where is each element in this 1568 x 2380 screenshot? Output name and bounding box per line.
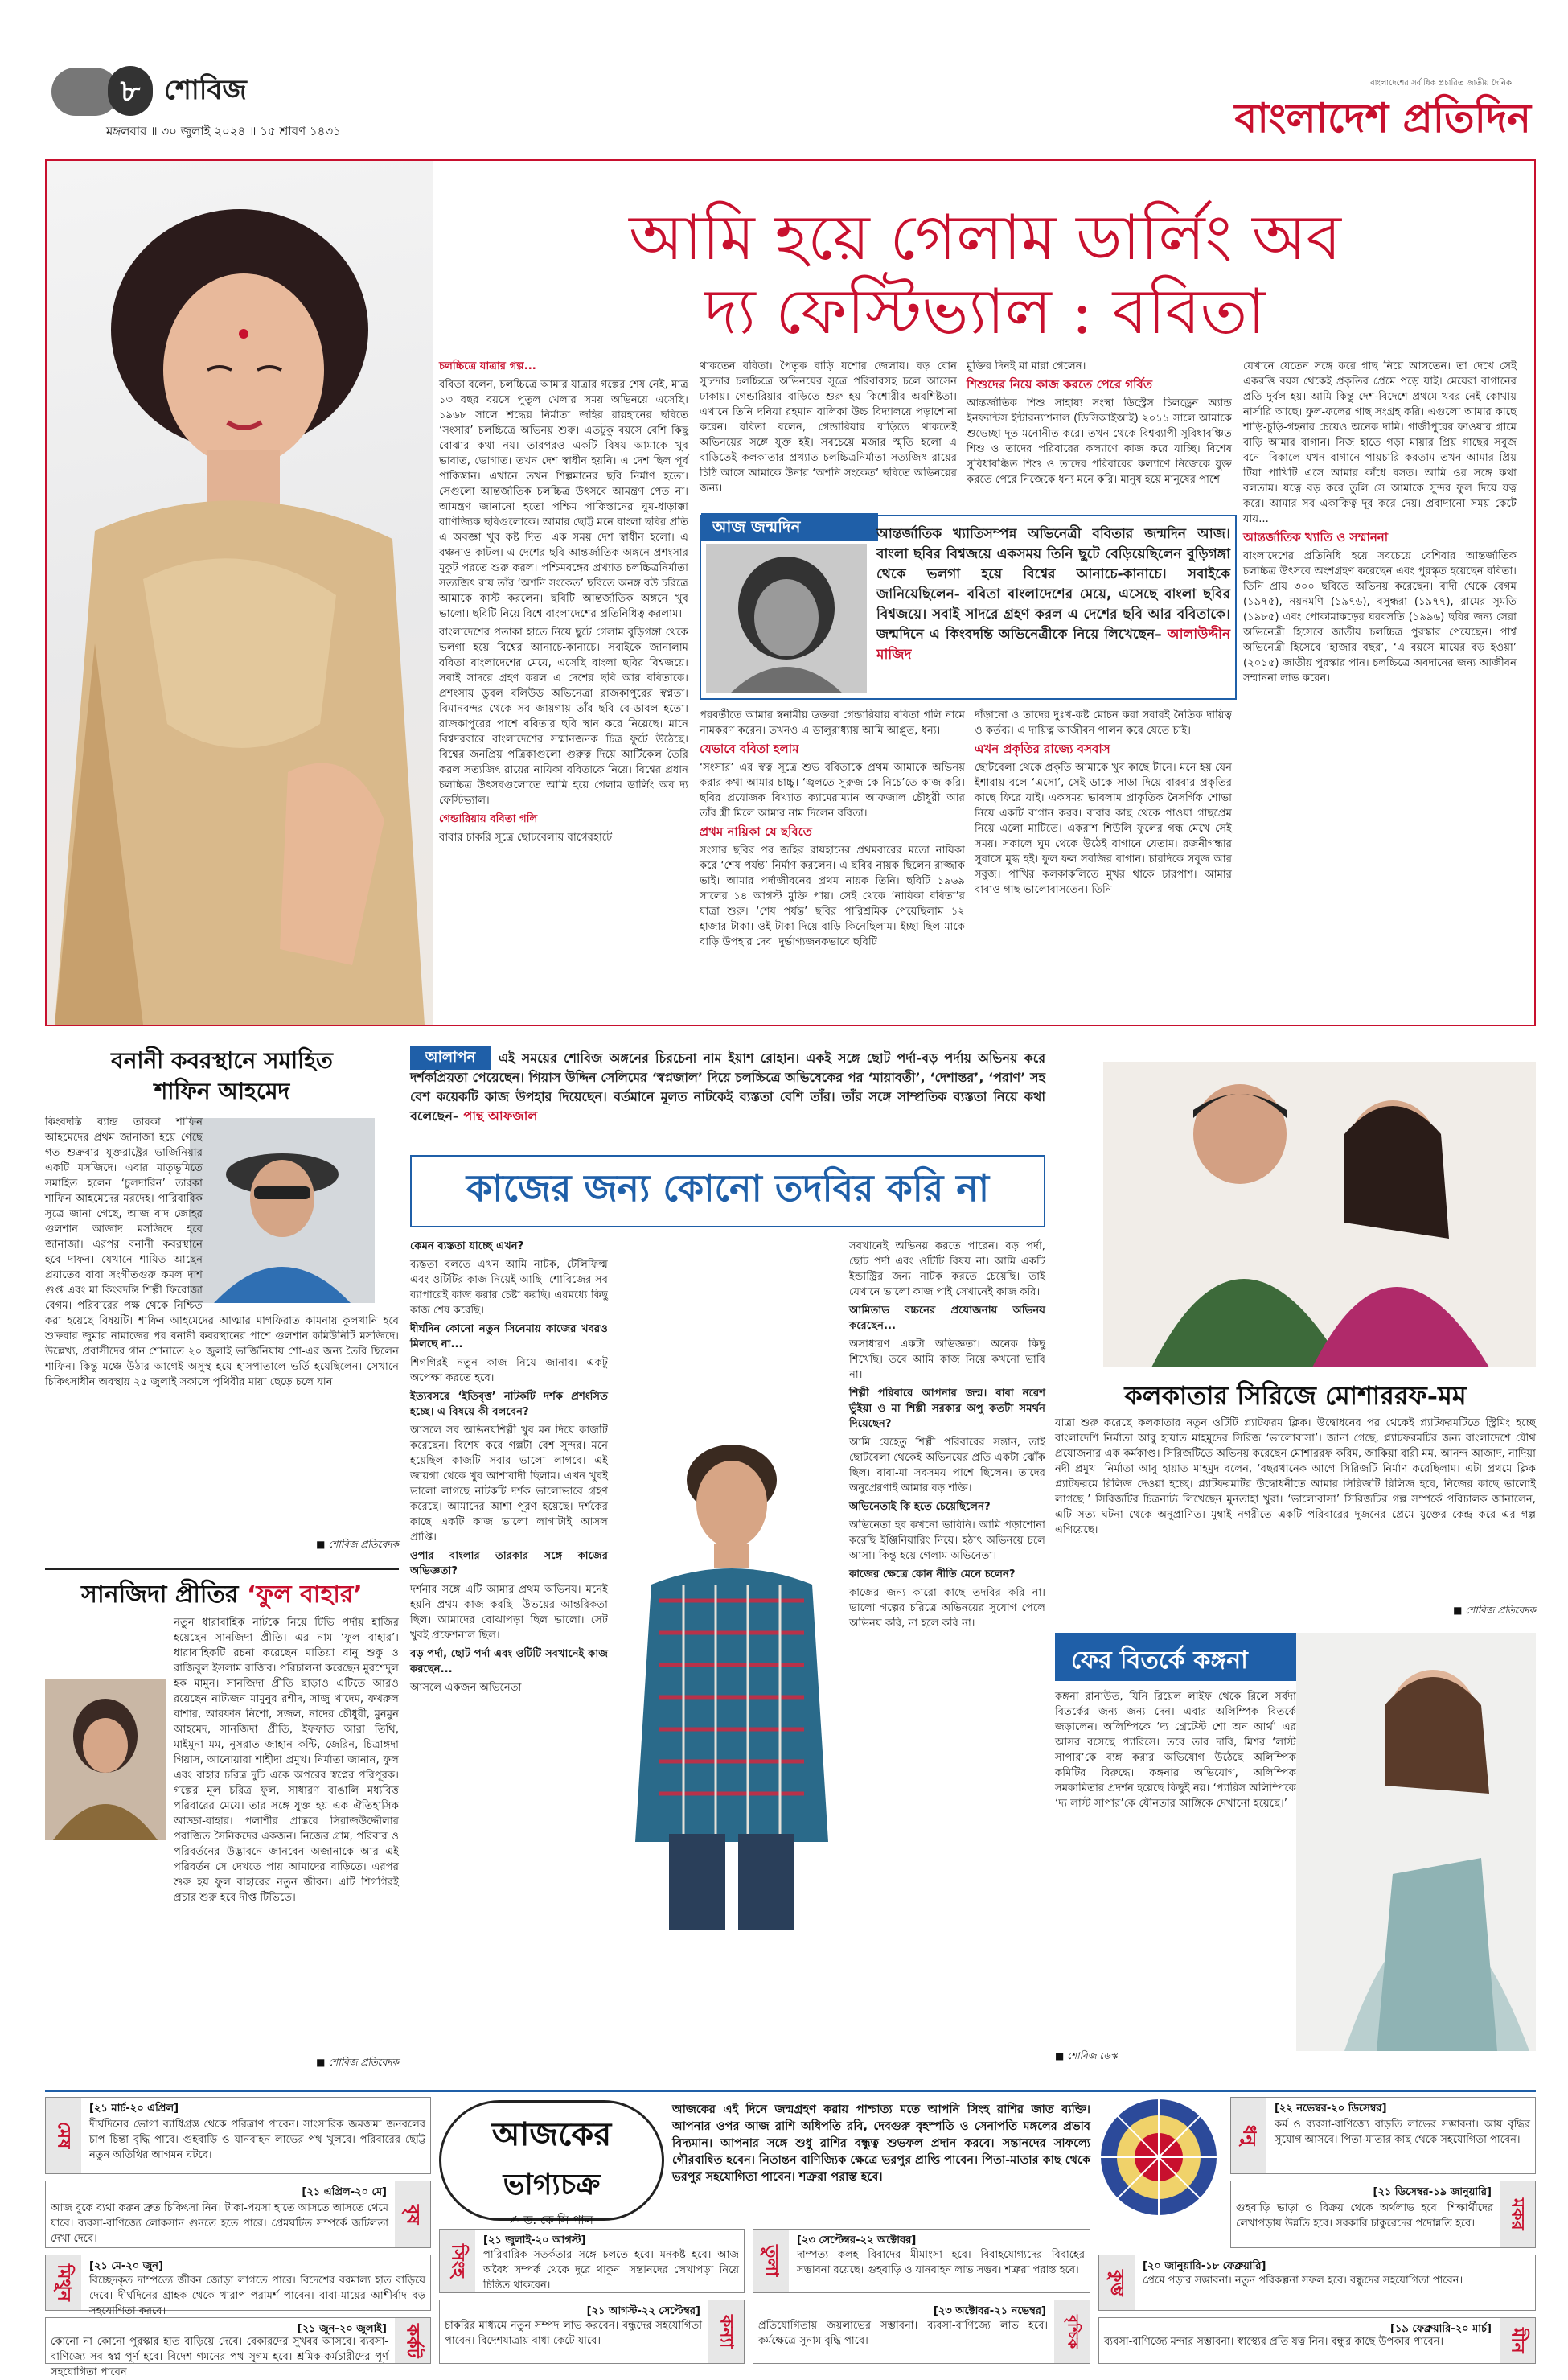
banani-body bbox=[45, 1115, 399, 1533]
horoscope-section bbox=[45, 2090, 1536, 2378]
sign-brishchik-date: [২৩ অক্টোবর-২১ নভেম্বর] bbox=[933, 2305, 1046, 2317]
mosharraf-mom-photo bbox=[1103, 1062, 1536, 1367]
bobita-young-photo bbox=[706, 544, 867, 693]
interview-a1: ব্যস্ততা বলতে এখন আমি নাটক, টেলিফিল্ম এবং ওটিটির কাজ নিয়েই আছি। শোবিজের সব ব্যাপারেই কাজ করার চেষ্টা করছি। এরমধ্যে কিছু কাজ শেষ করেছি। bbox=[410, 1259, 608, 1317]
lead-b2-para1: দাঁড়ানো ও তাদের দুঃখ-কষ্ট মোচন করা সবারই নৈতিক দায়িত্ব ও কর্তব্য। এ দায়িত্ব আজীবন পালন করে যেতে চাই। bbox=[975, 709, 1232, 737]
bobita-portrait bbox=[47, 161, 433, 1025]
banani-story bbox=[45, 1046, 399, 1560]
bobita-portrait-art bbox=[47, 161, 433, 1025]
sign-makar-text: গুহবাড়ি ভাড়া ও বিক্রয় থেকে অর্থলাভ হবে। শিক্ষার্থীদের লেখাপড়ায় উন্নতি হবে। সরকারি চাকুরেদের পদোন্নতি হবে। bbox=[1236, 2202, 1493, 2230]
sign-makar bbox=[1230, 2181, 1536, 2248]
interview-q2: দীর্ঘদিন কোনো নতুন সিনেমায় কাজের খবরও মিলছে না... bbox=[410, 1323, 608, 1350]
kolkata-body: যাত্রা শুরু করেছে কলকাতার নতুন ওটিটি প্ল্যাটফরম ক্লিক। উদ্বোধনের পর থেকেই প্ল্যাটফরমটিতে স্ট্রিমিং হচ্ছে বাংলাদেশি নির্মাতা আবু হায়াত মাহমুদের সিরিজ ‘ভালোবাসা’। জানা গেছে, প্ল্যাটফরমটির জন্য বাংলাদেশে যৌথ প্রযোজনার এক কর্মকাণ্ড। সিরিজটিতে অভিনয় করেছেন মোশাররফ করিম, জাকিয়া বারী মম, আনন্দ আজাদ, নাদিয়া নদী প্রমুখ। নির্মাতা আবু হায়াত মাহমুদ বলেন, ‘বছরখানেক আগে সিরিজটি নির্মাণ করেছিলাম। এটা প্রথমে ক্লিক প্ল্যাটফরমে রিলিজ দেওয়া হচ্ছে। প্ল্যাটফরমটির উদ্বোধনীতে আমার সিরিজটি রিলিজ হবে, নিজের কাছে ভালোই লাগছে।’ সিরিজটির চিত্রনাট্য লিখেছেন মুনতাহা খুরা। ‘ভালোবাসা’ সিরিজটির গল্প সম্পর্কে পরিচালক জানালেন, এটি সত্য ঘটনা থেকে অনুপ্রাণিত। মুম্বাই নগরীতে একটি পরিবারের দুজনের প্রেমে যুক্তের কেন্দ্র করে এর গল্প এগিয়েছে। bbox=[1055, 1417, 1536, 1536]
sign-kanya-text: চাকরির মাধ্যমে নতুন সম্পদ লাভ করবেন। বন্ধুদের সহযোগিতা পাবেন। বিদেশযাত্রায় বাধা কেটে যাবে। bbox=[445, 2320, 702, 2347]
interview-a2: শিগগিরই নতুন কাজ নিয়ে জানাব। একটু অপেক্ষা করতে হবে। bbox=[410, 1357, 608, 1384]
sign-kanya bbox=[439, 2300, 745, 2364]
interview-headline-box bbox=[410, 1155, 1045, 1227]
interview-q3: ইত্যবসরে ‘ইতিবৃত্ত’ নাটকটি দর্শক প্রশংসিত হচ্ছে। এ বিষয়ে কী বলবেন? bbox=[410, 1391, 608, 1418]
lead-col2-para1: থাকতেন ববিতা। পৈতৃক বাড়ি যশোর জেলায়। বড় বোন সুচন্দার চলচ্চিত্রে অভিনয়ের সূত্রে পরিবারসহ চলে আসেন ঢাকায়। গেন্ডারিয়ার বাড়িতে শুরু হয় কিশোরীর অবশিষ্টতা। এখানে তিনি দনিয়া রহমান বালিকা উচ্চ বিদ্যালয়ে পড়াশোনা করেন। ববিতা বলেন, গেন্ডারিয়ার বাড়িতে থাকতেই অভিনয়ের সঙ্গে যুক্ত হই। সবচেয়ে মজার স্মৃতি হলো এ বাড়িতেই কলকাতার প্রখ্যাত চলচ্চিত্রনির্মাতা সত্যজিৎ রায়ের চিঠি আসে আমাকে উনার ‘অশনি সংকেত’ ছবিতে অভিনয়ের জন্য। bbox=[700, 360, 957, 495]
interview-c2-q3: অভিনেতাই কি হতে চেয়েছিলেন? bbox=[849, 1501, 991, 1513]
sign-kumbha-text: প্রেমে পড়ার সম্ভাবনা। নতুন পরিকল্পনা সফল হবে। বন্ধুদের সহযোগিতা পাবেন। bbox=[1143, 2275, 1463, 2287]
sign-mesh-date: [২১ মার্চ-২০ এপ্রিল] bbox=[89, 2103, 179, 2115]
interview-c2-a2: অসাধারণ একটা অভিজ্ঞতা। অনেক কিছু শিখেছি। তবে আমি কাজ নিয়ে কখনো ভাবি না। bbox=[849, 1338, 1045, 1381]
sanjida-body bbox=[45, 1615, 399, 2056]
kolkata-credit: ■ শোবিজ প্রতিবেদক bbox=[1453, 1605, 1536, 1616]
horoscope-title-line1: আজকের bbox=[491, 2116, 612, 2153]
lead-b2-para2: ছোটবেলা থেকে প্রকৃতি আমাকে খুব কাছে টানে। মনে হয় যেন ইশারায় বলে ‘এসো’, সেই ডাকে সাড়া দিয়ে বারবার প্রকৃতির কাছে ফিরে যাই। একসময় ভাবলাম প্রাকৃতিক নৈসর্গিক শোভা নিয়ে একটি বাগান করব। বাবার কাছ থেকে পাওয়া গাছপ্রেম নিয়ে এলো মাটিতে। একরাশ শিউলি ফুলের গন্ধ মেখে সেই সময়। সকালে ঘুম থেকে উঠেই বাগানে যেতাম। রজনীগন্ধার সুবাসে মুগ্ধ হই। ফুল ফল সবজির বাগান। চারদিকে সবুজ আর সবুজ। পাখির কলকাকলিতে মুখর থাকে চারপাশ। আমার বাবাও গাছ ভালোবাসতেন। তিনি bbox=[975, 762, 1232, 896]
kangana-credit: ■ শোবিজ ডেস্ক bbox=[1055, 2050, 1118, 2061]
sign-brishchik bbox=[753, 2300, 1090, 2364]
zodiac-wheel-icon bbox=[1098, 2097, 1219, 2218]
lead-b2-sub1: এখন প্রকৃতির রাজ্যে বসবাস bbox=[975, 742, 1110, 756]
lead-col4-para2: বাংলাদেশের প্রতিনিধি হয়ে সবচেয়ে বেশিবার আন্তর্জাতিক চলচ্চিত্র উৎসবে অংশগ্রহণ করেছেন এবং পুরস্কৃত হয়েছেন ববিতা। তিনি প্রায় ৩০০ ছবিতে অভিনয় করেছেন। বাদী থেকে বেগম (১৯৭৫), নয়নমণি (১৯৭৬), বসুন্ধরা (১৯৭৭), রামের সুমতি (১৯৮৫) এবং পোকামাকড়ের ঘরবসতি (১৯৯৬) ছবির জন্য সেরা অভিনেত্রী হিসেবে জাতীয় চলচ্চিত্র পুরস্কার পেয়েছেন। পার্শ্ব অভিনেত্রী হিসেবে ‘হাজার বছর’, ‘এ বয়সে মায়ের বড় হওয়া’ (২০১৫) জাতীয় পুরস্কার পান। চলচ্চিত্রে অবদানের জন্য আজীবন সম্মাননা লাভ করেন। bbox=[1243, 550, 1517, 684]
kangana-photo bbox=[1296, 1633, 1536, 2051]
lead-col-b1 bbox=[700, 708, 965, 1018]
interview-intro-text: এই সময়ের শোবিজ অঙ্গনের চিরচেনা নাম ইয়াশ রোহান। একই সঙ্গে ছোট পর্দা-বড় পর্দায় অভিনয় করে দর্শকপ্রিয়তা পেয়েছেন। গিয়াস উদ্দিন সেলিমের ‘স্বপ্নজাল’ দিয়ে চলচ্চিত্রে অভিষেকের পর ‘মায়াবতী’, ‘দেশান্তর’, ‘পরাণ’ সহ বেশ কয়েকটি কাজ উপহার দিয়েছেন। বর্তমানে মূলত নাটকেই ব্যস্ততা বেশি তাঁর। তাঁর সঙ্গে সাম্প্রতিক ব্যস্ততা নিয়ে কথা বলেছেন– bbox=[410, 1050, 1045, 1124]
sign-meen bbox=[1098, 2317, 1536, 2364]
sign-mesh bbox=[45, 2097, 431, 2174]
lead-col1-para2: বাংলাদেশের পতাকা হাতে নিয়ে ছুটে গেলাম বুড়িগঙ্গা থেকে ভলগা হয়ে বিশ্বের আনাচে-কানাচে। সবাইকে জানালাম ববিতা বাংলাদেশের মেয়ে, এসেছি বাংলা ছবির বিশ্বজয়ে। সবাই সাদরে গ্রহণ করল এ দেশের ছবি আর ববিতাকে। প্রশংসায় ডুবল বলিউড অভিনেত্রা রাজকাপুরের স্বপ্নতা। বিমানবন্দর থেকে সব জায়গায় তাঁর ছবি বে-ডাবল হতো। রাজকাপুরের পাশে ববিতার ছবি স্থান করে নিয়েছে। মানে বিশ্বদরবারে বাংলাদেশের সম্মানজনক চিত্র ফুটে উঠেছে। বিশ্বের জনপ্রিয় পত্রিকাগুলো গুরুত্ব দিয়ে আর্টিকেল তৈরি করল সত্যজিৎ রায়ের নায়িকা ববিতাকে নিয়ে। বিশ্বের প্রধান চলচ্চিত্র উৎসবগুলোতে আমি হয়ে গেলাম ডার্লিং অব দ্য ফেস্টিভ্যাল। bbox=[439, 627, 688, 807]
lead-col-3 bbox=[967, 359, 1232, 520]
sign-dhanu-name: ধনু bbox=[1231, 2098, 1266, 2173]
interview-intro bbox=[410, 1049, 1045, 1126]
interview-q5: বড় পর্দা, ছোট পর্দা এবং ওটিটি সবখানেই কাজ করছেন... bbox=[410, 1648, 608, 1675]
lead-col-1 bbox=[439, 359, 688, 1018]
sign-makar-date: [২১ ডিসেম্বর-১৯ জানুয়ারি] bbox=[1373, 2186, 1492, 2198]
kangana-art bbox=[1296, 1633, 1536, 2051]
kolkata-story bbox=[1055, 1046, 1536, 1625]
lead-col1-para3: বাবার চাকরি সূত্রে ছোটবেলায় বাগেরহাটে bbox=[439, 832, 613, 844]
banani-credit: ■ শোবিজ প্রতিবেদক bbox=[316, 1539, 399, 1550]
lead-col3-sub1: শিশুদের নিয়ে কাজ করতে পেরে গর্বিত bbox=[967, 377, 1153, 392]
sign-brish bbox=[45, 2181, 431, 2248]
sanjida-headline-pre: সানজিদা প্রীতির bbox=[81, 1581, 239, 1609]
sanjida-headline bbox=[45, 1575, 399, 1616]
sign-singha-date: [২১ জুলাই-২০ আগস্ট] bbox=[483, 2234, 586, 2246]
sanjida-headline-hl: ‘ফুল বাহার’ bbox=[246, 1581, 363, 1609]
lead-headline bbox=[450, 201, 1520, 354]
sign-kanya-date: [২১ আগস্ট-২২ সেপ্টেম্বর] bbox=[586, 2305, 700, 2317]
sign-mithun-name: মিথুন bbox=[46, 2255, 81, 2310]
interview-c2-a5: কাজের জন্য কারো কাছে তদবির করি না। ভালো গল্পের চরিত্রে অভিনয়ের সুযোগ পেলে অভিনয় করি, না হলে করি না। bbox=[849, 1587, 1045, 1630]
banani-headline bbox=[45, 1046, 399, 1107]
sanjida-photo-spacer bbox=[45, 1679, 174, 1913]
masthead-name: বাংলাদেশ প্রতিদিন bbox=[1234, 94, 1531, 142]
lead-col1-sub1: চলচ্চিত্রে যাত্রার গল্প... bbox=[439, 360, 536, 372]
interview-tag: আলাপন bbox=[410, 1046, 491, 1070]
lead-col1-sub2: গেন্ডারিয়ায় ববিতা গলি bbox=[439, 813, 538, 825]
interview-c2-a3: আমি যেহেতু শিল্পী পরিবারের সন্তান, তাই ছোটবেলা থেকেই অভিনয়ের প্রতি একটা ঝোঁক ছিল। বাবা-মা সবসময় পাশে ছিলেন। তাদের অনুপ্রেরণাই আমার বড় শক্তি। bbox=[849, 1437, 1045, 1494]
sign-brish-text: আজ বুকে ব্যথা করুন দ্রুত চিকিৎসা নিন। টাকা-পয়সা হাতে আসতে আসতে থেমে যাবে। ব্যবসা-বাণিজ্যে লোকসান গুনতে হতে পারে। প্রেমঘটিত সম্পর্কে জটিলতা দেখা দেবে। bbox=[51, 2202, 388, 2245]
interview-q4: ওপার বাংলার তারকার সঙ্গে কাজের অভিজ্ঞতা? bbox=[410, 1550, 608, 1577]
interview-col-2 bbox=[849, 1239, 1045, 2067]
sign-karkat-name: কর্কট bbox=[395, 2318, 430, 2363]
sign-singha bbox=[439, 2229, 745, 2293]
birthday-box bbox=[700, 515, 1237, 700]
sign-kumbha bbox=[1098, 2255, 1536, 2311]
sign-kanya-name: কন্যা bbox=[708, 2300, 744, 2363]
banani-text: কিংবদন্তি ব্যান্ড তারকা শাফিন আহমেদের প্রথম জানাজা হয়ে গেছে গত শুক্রবার যুক্তরাষ্ট্রের ভার্জিনিয়ার একটি মসজিদে। এবার মাতৃভূমিতে সমাহিত হলেন ‘চুলদারিন’ তারকা শাফিন আহমেদের মরদেহ। পারিবারিক সূত্রে জানা গেছে, আজ বাদ জোহর গুলশান আজাদ মসজিদে হবে জানাজা। এরপর বনানী কবরস্থানে হবে দাফন। যেখানে শায়িত আছেন প্রয়াতের বাবা সংগীতগুরু কমল দাশ গুপ্ত এবং মা কিংবদন্তি শিল্পী ফিরোজা বেগম। পরিবারের পক্ষ থেকে নিশ্চিত করা হয়েছে বিষয়টি। শাফিন আহমেদের আত্মার মাগফিরাত কামনায় কুলখানি হবে শুক্রবার জুমার নামাজের পর বনানী কবরস্থানের পাশে গুলশান কমিউনিটি মসজিদে। উল্লেখ্য, প্রবাসীদের গান শোনাতে ২০ জুলাই ভার্জিনিয়ায় শো-এর জন্য তৈরি ছিলেন শাফিন। কিন্তু মঞ্চে উঠার আগেই অসুস্থ হয়ে হাসপাতালে ভর্তি হয়েছিলেন। সেখানে চিকিৎসাধীন অবস্থায় ২৫ জুলাই সকালে পৃথিবীর মায়া ছেড়ে চলে যান। bbox=[45, 1116, 399, 1388]
sign-tula bbox=[753, 2229, 1090, 2293]
sign-singha-text: পারিবারিক সতর্কতার সঙ্গে চলতে হবে। মনকষ্ট হবে। আজ অবৈধ সম্পর্ক থেকে দূরে থাকুন। সন্তানদের লেখাপড়া নিয়ে চিন্তিত থাকবেন। bbox=[483, 2249, 739, 2292]
horoscope-title-line2: ভাগ্যচক্র bbox=[503, 2168, 601, 2201]
sign-karkat-text: কোনো না কোনো পুরস্কার হাত বাড়িয়ে দেবে। বেকারদের সুখবর আসবে। ব্যবসা-বাণিজ্যে সব স্বপ্ন পূর্ণ হবে। বিদেশ গমনের পথ সুগম হবে। শ্রমিক-কর্মচারীদের পূর্ণ সহযোগিতা পাবেন। bbox=[51, 2336, 388, 2378]
sign-dhanu-date: [২২ নভেম্বর-২০ ডিসেম্বর] bbox=[1275, 2103, 1387, 2115]
kangana-story bbox=[1055, 1633, 1536, 2075]
sign-mesh-name: মেষ bbox=[46, 2098, 81, 2173]
lead-headline-line1: আমি হয়ে গেলাম ডার্লিং অব bbox=[629, 202, 1341, 274]
sign-karkat bbox=[45, 2317, 431, 2378]
interview-intro-box bbox=[410, 1046, 1045, 1150]
lead-col4-sub1: আন্তর্জাতিক খ্যাতি ও সম্মাননা bbox=[1243, 530, 1389, 545]
sanjida-text: নতুন ধারাবাহিক নাটকে নিয়ে টিভি পর্দায় হাজির হয়েছেন সানজিদা প্রীতি। এর নাম ‘ফুল বাহার’। ধারাবাহিকটি রচনা করেছেন মাতিয়া বানু শুকু ও রাজিবুল ইসলাম রাজিব। পরিচালনা করেছেন মুরশেদুল হক মামুন। সানজিদা প্রীতি ছাড়াও এটিতে আরও রয়েছেন নাট্যজন মামুনুর রশীদ, সাজু খাদেম, ফখরুল বাশার, আরফান নিশো, সজল, নাদের চৌধুরী, মুনমুন আহমেদ, সানজিদা প্রীতি, ইফফাত আরা তিথি, মাইমুনা মম, নুসরাত জাহান কন্টি, জেরিন, চিত্রাঙ্গদা গিয়াস, আনোয়ারা শাহীদা প্রমুখ। নির্মাতা জানান, ফুল এবং বাহার চরিত্র দুটি একে অপরের স্বপ্নের পরিপূরক। গল্পের মূল চরিত্র ফুল, সাধারণ বাঙালি মধ্যবিত্ত পরিবারের মেয়ে। তার সঙ্গে যুক্ত হয় এক ঐতিহাসিক আড্ডা-বাহার। পলাশীর প্রান্তরে সিরাজউদ্দৌলার পরাজিত সৈনিকদের একজন। নিজের গ্রাম, পরিবার ও পরিবর্তনের উদ্ভাবনে জানবেন অজানাকে আর এই পরিবর্তন সে দেখতে পায় আমাদের বাড়িতে। এরপর শুরু হয় ফুল বাহারের নতুন জীবন। এটি শিগগিরই প্রচার শুরু হবে দীপ্ত টিভিতে। bbox=[174, 1617, 399, 1904]
sanjida-credit: ■ শোবিজ প্রতিবেদক bbox=[316, 2057, 399, 2068]
sign-mithun-text: বিচ্ছেদকৃত দাম্পত্যে জীবন জোড়া লাগতে পারে। বিদেশের বরমাল্য হাত বাড়িয়ে দেবে। দীর্ঘদিনের গ্রাহক থেকে খারাপ পরামর্শ পাবেন। বাবা-মায়ের আশীর্বাদ বড় সহযোগিতা করবে। bbox=[89, 2275, 425, 2317]
interview-a4: দর্শনার সঙ্গে এটি আমার প্রথম অভিনয়। মনেই হয়নি প্রথম কাজ করছি। উভয়ের আন্তরিকতা ছিল। আমাদের বোঝাপড়া ছিল ভালো। সেট খুবই প্রফেশনাল ছিল। bbox=[410, 1584, 608, 1642]
lead-b1-sub2: প্রথম নায়িকা যে ছবিতে bbox=[700, 824, 812, 839]
interview-c2-q4: কাজের ক্ষেত্রে কোন নীতি মেনে চলেন? bbox=[849, 1568, 1016, 1581]
interview-a3: আসলে সব অভিনয়শিল্পী খুব মন দিয়ে কাজটি করেছেন। বিশেষ করে গল্পটা বেশ সুন্দর। মনে হয়েছিল কাজটি সবার ভালো লাগবে। এই জায়গা থেকে খুব আশাবাদী ছিলাম। এখন খুবই ভালো লাগছে নাটকটি দর্শক ভালোভাবে গ্রহণ করেছে। আমাদের আশা পূরণ হয়েছে। দর্শকের কাছে একটি কাজ ভালো লাগাটাই আসল প্রাপ্তি। bbox=[410, 1424, 608, 1544]
banani-headline-line2: শাফিন আহমেদ bbox=[154, 1078, 290, 1104]
lead-col4-para1: যেখানে যেতেন সঙ্গে করে গাছ নিয়ে আসতেন। তা দেখে সেই একরত্তি বয়স থেকেই প্রকৃতির প্রেমে পড়ে যাই। মেয়েরা বাগানের প্রতি দুর্বল হয়। আমি কিন্তু দেশ-বিদেশে প্রথমে খবর নেই কোথায় নার্সারি আছে। ফুল-ফলের গাছ সংগ্রহ করি। এগুলো আমার কাছে শাড়ি-চুড়ি-গহনার চেয়েও অনেক দামি। গাজীপুরের ফাওয়ার গ্রামে বাড়ি আমার বাগান। নিজ হাতে গড়া মায়ার প্রিয় গাছের সবুজ বনে। বিকালে যখন বাগানে পায়চারি করতাম তখন আমার প্রিয় টিয়া পাখিটি এসে আমার কাঁধে বসত। আমি ওর সঙ্গে কথা বলতাম। যত্নে বড় করে তুলি সে আমাকে সুন্দর ফুল দিয়ে যত্ন করে। আমার সব একাকিত্ব দূর করে দেয়। প্রবাদানো সময় কেটে যায়... bbox=[1243, 360, 1517, 525]
lead-b1-para1: পরবর্তীতে আমার স্বনামীয় ডক্তরা গেন্ডারিয়ায় ববিতা গলি নামে নামকরণ করেন। তখনও এ ডালুরাধ্যায় আমি আপ্লুত, ধন্য। bbox=[700, 709, 965, 737]
masthead-logo bbox=[1234, 88, 1531, 155]
yash-rohan-photo bbox=[611, 1424, 844, 1930]
sign-dhanu bbox=[1230, 2097, 1536, 2174]
page-header bbox=[51, 64, 1531, 142]
masthead-tagline: বাংলাদেশের সর্বাধিক প্রচারিত জাতীয় দৈনিক bbox=[1370, 79, 1512, 88]
lead-headline-line2: দ্য ফেস্টিভ্যাল : ববিতা bbox=[704, 276, 1266, 348]
sign-meen-name: মীন bbox=[1500, 2318, 1535, 2363]
sign-mithun-date: [২১ মে-২০ জুন] bbox=[89, 2260, 164, 2272]
lead-b1-para3: সংসার ছবির পর জহির রায়হানের প্রথমবারের মতো নায়িকা করে ‘শেষ পর্যন্ত’ নির্মাণ করলেন। এ ছবির নায়ক ছিলেন রাজ্জাক ভাই। আমার পর্দাজীবনের প্রথম নায়ক তিনি। ছবিটি ১৯৬৯ সালের ১৪ আগস্ট মুক্তি পায়। সেই থেকে ‘নায়িকা ববিতা’র যাত্রা শুরু। ‘শেষ পর্যন্ত’ ছবির পারিশ্রমিক পেয়েছিলাম ১২ হাজার টাকা। ওই টাকা দিয়ে বাড়ি কিনেছিলাম। ইচ্ছা ছিল মাকে বাড়ি উপহার দেব। দুর্ভাগ্যজনকভাবে ছবিটি bbox=[700, 845, 965, 948]
lead-col3-para1: মুক্তির দিনই মা মারা গেলেন। bbox=[967, 360, 1086, 372]
sign-brish-date: [২১ এপ্রিল-২০ মে] bbox=[302, 2186, 387, 2198]
birthday-note bbox=[876, 524, 1230, 665]
sign-karkat-date: [২১ জুন-২০ জুলাই] bbox=[297, 2323, 387, 2335]
sign-kumbha-name: কুম্ভ bbox=[1099, 2255, 1135, 2310]
horoscope-author: ✍ ড. কে সি পাল bbox=[510, 2213, 593, 2227]
sign-mesh-text: দীর্ঘদিনের ভোগা ব্যাধিগ্রস্ত থেকে পরিত্রাণ পাবেন। সাংসারিক জমজমা জনবলের চাপ চিন্তা বৃদ্ধি পাবে। গুহবাড়ি ও যানবাহন লাভের পথ খুলবে। পরিবারের ছোট্ট নতুন অতিথির আগমন ঘটবে। bbox=[89, 2119, 425, 2161]
sign-meen-text: ব্যবসা-বাণিজ্যে মন্দার সম্ভাবনা। স্বাস্থ্যের প্রতি যত্ন নিন। বন্ধুর কাছে উপকার পাবেন। bbox=[1104, 2336, 1444, 2348]
date-line: মঙ্গলবার ॥ ৩০ জুলাই ২০২৪ ॥ ১৫ শ্রাবণ ১৪৩১ bbox=[106, 124, 341, 138]
sign-makar-name: মকর bbox=[1500, 2181, 1535, 2247]
interview-c2-a4: অভিনেতা হব কখনো ভাবিনি। আমি পড়াশোনা করেছি ইঞ্জিনিয়ারিং নিয়ে। হঠাৎ অভিনয়ে চলে আসা। কিন্তু হয়ে গেলাম অভিনেতা। bbox=[849, 1519, 1045, 1562]
yash-rohan-art bbox=[611, 1424, 844, 1930]
interview-q1: কেমন ব্যস্ততা যাচ্ছে এখন? bbox=[410, 1240, 524, 1252]
interview-intro-byline: পান্থ আফজাল bbox=[463, 1108, 538, 1124]
interview-c2-a1: সবখানেই অভিনয় করতে পারেন। বড় পর্দা, ছোট পর্দা এবং ওটিটি বিষয় না। আমি একটি ইন্ডাস্ট্রির জন্য নাটক করতে চেয়েছি। তাই যেখানে ভালো কাজ পাই সেখানেই কাজ করি। bbox=[849, 1240, 1045, 1298]
interview-headline: কাজের জন্য কোনো তদবির করি না bbox=[466, 1166, 990, 1210]
banani-photo-spacer bbox=[203, 1115, 399, 1308]
sanjida-story bbox=[45, 1568, 399, 2075]
lead-col-4 bbox=[1243, 359, 1517, 1018]
sign-brishchik-text: প্রতিযোগিতায় জয়লাভের সম্ভাবনা। ব্যবসা-বাণিজ্যে লাভ হবে। কর্মক্ষেত্রে সুনাম বৃদ্ধি পাবে। bbox=[758, 2320, 1048, 2347]
interview-c2-q2: শিল্পী পরিবারে আপনার জন্ম। বাবা নরেশ ভুঁইয়া ও মা শিল্পী সরকার অপু কতটা সমর্থন দিয়েছেন? bbox=[849, 1387, 1045, 1430]
horoscope-title-box bbox=[439, 2100, 664, 2227]
kolkata-headline: কলকাতার সিরিজে মোশাররফ-মম bbox=[1124, 1380, 1467, 1411]
kangana-body: কঙ্গনা রানাউত, যিনি রিয়েল লাইফ থেকে রিলে সর্বদা বিতর্কের জন্য জন্য দেন। এবার অলিম্পিক বিতর্কে জড়ালেন। অলিম্পিকে ‘দ্য গ্রেটেস্ট শো অন আর্থ’ এর আসর বসেছে প্যারিসে। তবে তার দাবি, মিশর ‘লাস্ট সাপার’কে ব্যঙ্গ করার অভিযোগ উঠেছে অলিম্পিক কমিটির বিরুদ্ধে। কঙ্গনার অভিযোগ, অলিম্পিক সমকামিতার প্রদর্শন হয়েছে কিছুই নয়। ‘প্যারিস অলিম্পিকে ‘দ্য লাস্ট সাপার’কে যৌনতার আঙ্গিকে দেখানো হয়েছে।’ bbox=[1055, 1691, 1296, 1810]
aaj-label: আজ জন্মদিন bbox=[701, 513, 878, 541]
lead-b1-sub1: যেভাবে ববিতা হলাম bbox=[700, 742, 799, 756]
kangana-headline: ফের বিতর্কে কঙ্গনা bbox=[1071, 1646, 1248, 1675]
sign-dhanu-text: কর্ম ও ব্যবসা-বাণিজ্যে বাড়তি লাভের সম্ভাবনা। আয় বৃদ্ধির সুযোগ আসবে। পিতা-মাতার কাছ থেকে সহযোগিতা পাবেন। bbox=[1275, 2119, 1530, 2146]
lead-col-b2 bbox=[975, 708, 1232, 1018]
section-name: শোবিজ bbox=[164, 74, 247, 106]
mosharraf-mom-art bbox=[1103, 1062, 1536, 1367]
page-number: ৮ bbox=[108, 66, 153, 116]
birthday-byline: আলাউদ্দীন মাজিদ bbox=[876, 627, 1231, 663]
birthday-note-text: আন্তর্জাতিক খ্যাতিসম্পন্ন অভিনেত্রী ববিতার জন্মদিন আজ। বাংলা ছবির বিশ্বজয়ে একসময় তিনি ছুটে বেড়িয়েছিলেন বুড়িগঙ্গা থেকে ভলগা হয়ে বিশ্বের আনাচে-কানাচে। সবাইকে জানিয়েছিলেন- ববিতা বাংলাদেশের মেয়ে, এসেছে বাংলা ছবির বিশ্বজয়ে। সবাই সাদরে গ্রহণ করল এ দেশের ছবি আর ববিতাকে। জন্মদিনে এ কিংবদন্তি অভিনেত্রীকে নিয়ে লিখেছেন– bbox=[876, 526, 1230, 643]
interview-col-1 bbox=[410, 1239, 608, 2067]
interview-c2-q1: আমিতাভ বচ্চনের প্রযোজনায় অভিনয় করেছেন... bbox=[849, 1305, 1045, 1332]
banani-headline-line1: বনানী কবরস্থানে সমাহিত bbox=[111, 1047, 333, 1074]
sign-meen-date: [১৯ ফেব্রুয়ারি-২০ মার্চ] bbox=[1390, 2323, 1492, 2335]
interview-a5: আসলে একজন অভিনেতা bbox=[410, 1682, 522, 1694]
sign-tula-name: তুলা bbox=[753, 2230, 789, 2292]
sign-mithun bbox=[45, 2255, 431, 2317]
interview-story bbox=[410, 1046, 1045, 2075]
zodiac-wheel bbox=[1098, 2097, 1219, 2218]
horoscope-intro: আজকের এই দিনে জন্মগ্রহণ করায় পাশ্চাত্য মতে আপনি সিংহ রাশির জাত ব্যক্তি। আপনার ওপর আজ রাশি অধিপতি রবি, দেবগুরু বৃহস্পতি ও সেনাপতি মঙ্গলের প্রভাব বিদ্যমান। আপনার সঙ্গে শুধু রাশির বন্ধুত্ব শুভফল প্রদান করবে। সন্তানদের সাফল্যে গৌরবান্বিত হবেন। নিতান্তন বাণিজ্যিক ক্ষেত্রে ভরপুর প্রাপ্তি পাবেন। পিতা-মাতার কাছ থেকে ভরপুর সহযোগিতা পাবেন। শত্রুরা পরাস্ত হবে। bbox=[672, 2103, 1090, 2184]
sign-brishchik-name: বৃশ্চিক bbox=[1054, 2300, 1090, 2363]
lead-col3-para2: আন্তর্জাতিক শিশু সাহায্য সংস্থা ডিস্ট্রেস চিলড্রেন অ্যান্ড ইনফ্যান্টস ইন্টারন্যাশনাল (ডিসিআইআই) ২০১১ সালে আমাকে শুভেচ্ছা দূত মনোনীত করে। তখন থেকে বিশ্বব্যাপী সুবিধাবঞ্চিত শিশু ও তাদের পরিবারের কল্যাণে কাজ করে যাচ্ছি। বিশেষ সুবিধাবঞ্চিত শিশু ও তাদের পরিবারের কল্যাণে নিজেকে যুক্ত করতে পেরে নিজেকে ধন্য মনে করি। মানুষ হয়ে মানুষের পাশে bbox=[967, 397, 1232, 486]
sign-kumbha-date: [২০ জানুয়ারি-১৮ ফেব্রুয়ারি] bbox=[1143, 2260, 1266, 2272]
sign-tula-date: [২৩ সেপ্টেম্বর-২২ অক্টোবর] bbox=[797, 2234, 917, 2246]
sign-brish-name: বৃষ bbox=[395, 2181, 430, 2247]
lead-b1-para2: ‘সংসার’ এর স্বত্ব সূত্রে শুভ ববিতাকে প্রথম আমাকে অভিনয় করার কথা আমার চাচ্চু। ‘জ্বলতে সুরুজ কে নিচে’তে কাজ করি। ছবির প্রযোজক বিখ্যাত ক্যামেরাম্যান আফজাল চৌধুরী আর তাঁর স্ত্রী মিলে আমার নাম দিলেন ববিতা। bbox=[700, 762, 965, 820]
sign-tula-text: দাম্পত্য কলহ বিবাদের মীমাংসা হবে। বিবাহযোগ্যদের বিবাহের সম্ভাবনা রয়েছে। গুহবাড়ি ও যানবাহন লাভ সম্ভব। শত্রুরা পরাস্ত হবে। bbox=[797, 2249, 1085, 2276]
bobita-young-art bbox=[706, 544, 867, 693]
sign-singha-name: সিংহ bbox=[440, 2230, 475, 2292]
lead-col1-para1: ববিতা বলেন, চলচ্চিত্রে আমার যাত্রার গল্পের শেষ নেই, মাত্র ১৩ বছর বয়সে পুতুল খেলার সময় অভিনয়ে এসেছি। ১৯৬৮ সালে শ্রদ্ধেয় নির্মাতা জহির রায়হানের ছবিতে ‘সংসার’ চলচ্চিত্রে অভিনয় শুরু। এতটুকু বয়সে বেশি কিছু বোঝার কথা নয়। তারপরও একটি বিষয় আমাকে খুব ভাবাত, ভোগাত। তখন দেশ স্বাধীন হয়নি। এ দেশ ছিল পূর্ব পাকিস্তান। এখানে তখন শিল্পমানের ছবি নির্মাণ হতো। সেগুলো আন্তর্জাতিক চলচ্চিত্র উৎসবে আমন্ত্রণ পেত না। আমন্ত্রণ জানানো হতো পশ্চিম পাকিস্তানের ঘুম-ধাড়াক্কা বাণিজ্যিক ছবিগুলোকে। আমার ছোট্ট মনে বাংলা ছবির প্রতি এ অবজ্ঞা খুব কষ্ট দিত। এক সময় দেশ স্বাধীন হলো। এ বঞ্চনাও কাটল। এ দেশের ছবি আন্তর্জাতিক অঙ্গনে প্রশংসার মুকুট পরতে শুরু করল। পশ্চিমবঙ্গের প্রখ্যাত চলচ্চিত্রনির্মাতা সত্যজিৎ রায় তাঁর ‘অশনি সংকেত’ ছবিতে অনঙ্গ বউ চরিত্রে আমাকে কাস্ট করলেন। ছবিটি আন্তর্জাতিক অঙ্গনে খুব ভালো। ছবিটি নিয়ে বিশ্বে বাংলাদেশের প্রতিনিধিত্ব করলাম। bbox=[439, 379, 689, 620]
